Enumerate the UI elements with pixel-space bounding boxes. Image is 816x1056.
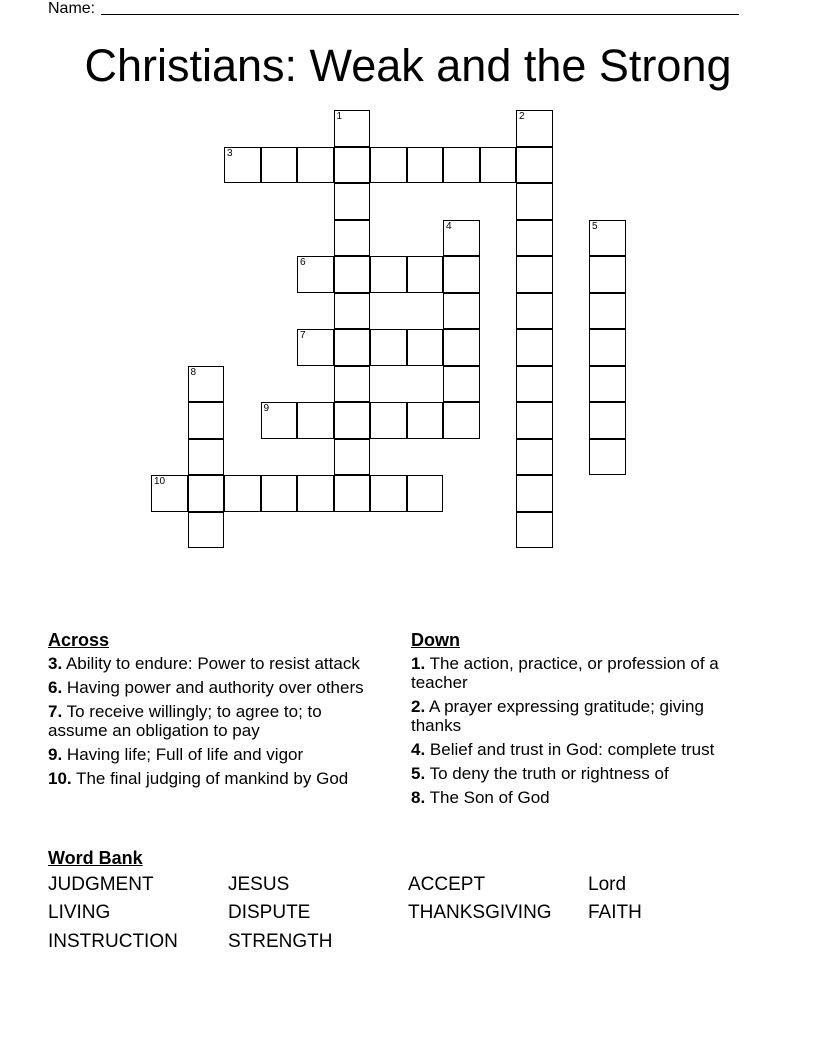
- crossword-cell[interactable]: [334, 147, 371, 184]
- clue-number: 4.: [411, 740, 426, 759]
- crossword-cell[interactable]: [516, 402, 553, 439]
- name-label: Name:: [48, 0, 96, 17]
- clue-number: 10.: [48, 769, 72, 788]
- crossword-cell[interactable]: [334, 366, 371, 403]
- crossword-cell[interactable]: [516, 147, 553, 184]
- crossword-cell[interactable]: [407, 256, 444, 293]
- clue-number: 3: [227, 147, 233, 159]
- crossword-cell[interactable]: [334, 110, 371, 147]
- crossword-cell[interactable]: [188, 475, 225, 512]
- crossword-cell[interactable]: [589, 293, 626, 330]
- crossword-cell[interactable]: [188, 366, 225, 403]
- crossword-cell[interactable]: [443, 256, 480, 293]
- crossword-cell[interactable]: [443, 366, 480, 403]
- crossword-cell[interactable]: [370, 475, 407, 512]
- crossword-cell[interactable]: [334, 220, 371, 257]
- clue-text: Ability to endure: Power to resist attack: [62, 654, 360, 673]
- down-clue: [411, 697, 741, 735]
- word-bank-word: FAITH: [588, 902, 642, 923]
- crossword-cell[interactable]: [443, 402, 480, 439]
- clue-number: 5: [592, 220, 598, 232]
- clue-text: The Son of God: [425, 788, 550, 807]
- clue-number: 2: [519, 111, 525, 122]
- crossword-cell[interactable]: [370, 147, 407, 184]
- word-bank-word: Lord: [588, 874, 627, 895]
- crossword-cell[interactable]: [261, 402, 298, 439]
- crossword-cell[interactable]: [334, 293, 371, 330]
- across-clue: [48, 702, 368, 740]
- crossword-cell[interactable]: [407, 402, 444, 439]
- clue-number: 10: [154, 476, 166, 487]
- crossword-cell[interactable]: [188, 439, 225, 476]
- crossword-cell[interactable]: [516, 512, 553, 549]
- clue-number: 3.: [48, 654, 63, 673]
- crossword-cell[interactable]: [516, 220, 553, 257]
- across-clue: [48, 745, 368, 764]
- crossword-cell[interactable]: [589, 439, 626, 476]
- clue-text: Having life; Full of life and vigor: [62, 745, 304, 764]
- across-clue: [48, 769, 368, 788]
- crossword-cell[interactable]: [516, 293, 553, 330]
- crossword-cell[interactable]: [261, 475, 298, 512]
- crossword-cell[interactable]: [516, 256, 553, 293]
- word-bank-word: ACCEPT: [408, 874, 486, 895]
- word-bank-word: INSTRUCTION: [48, 931, 178, 952]
- clue-text: The action, practice, or profession of a teacher: [411, 654, 719, 692]
- clue-number: 6.: [48, 678, 63, 697]
- word-bank-word: LIVING: [48, 902, 111, 923]
- across-clues: [48, 630, 368, 793]
- crossword-cell[interactable]: [480, 147, 517, 184]
- clue-text: To deny the truth or rightness of: [425, 764, 669, 783]
- crossword-cell[interactable]: [188, 402, 225, 439]
- crossword-cell[interactable]: [516, 439, 553, 476]
- crossword-cell[interactable]: [407, 329, 444, 366]
- word-bank-word: STRENGTH: [228, 931, 333, 952]
- page-title: Christians: Weak and the Strong: [84, 40, 732, 91]
- crossword-cell[interactable]: [224, 475, 261, 512]
- crossword-cell[interactable]: [261, 147, 298, 184]
- crossword-cell[interactable]: [188, 512, 225, 549]
- crossword-cell[interactable]: [443, 147, 480, 184]
- crossword-cell[interactable]: [516, 329, 553, 366]
- clue-text: To receive willingly; to agree to; to assume an obligation to pay: [48, 702, 322, 740]
- crossword-cell[interactable]: [297, 256, 334, 293]
- clue-number: 1: [336, 111, 343, 122]
- down-clue: [411, 654, 741, 692]
- crossword-cell[interactable]: [589, 329, 626, 366]
- word-bank-word: JUDGMENT: [48, 874, 154, 895]
- crossword-cell[interactable]: [334, 329, 371, 366]
- clue-number: 8: [190, 366, 197, 378]
- crossword-cell[interactable]: [224, 147, 261, 184]
- crossword-cell[interactable]: [334, 183, 371, 220]
- crossword-cell[interactable]: [516, 366, 553, 403]
- crossword-cell[interactable]: [297, 329, 334, 366]
- crossword-cell[interactable]: [516, 475, 553, 512]
- clue-number: 1.: [411, 654, 426, 673]
- down-heading: Down: [411, 630, 460, 650]
- crossword-cell[interactable]: [370, 256, 407, 293]
- clue-number: 4: [446, 220, 452, 232]
- clue-number: 9.: [48, 745, 63, 764]
- crossword-cell[interactable]: [589, 220, 626, 257]
- word-bank-word: DISPUTE: [228, 902, 311, 923]
- across-clue: [48, 678, 368, 697]
- clue-number: 6: [300, 257, 306, 268]
- crossword-cell[interactable]: [407, 147, 444, 184]
- crossword-cell[interactable]: [334, 402, 371, 439]
- crossword-cell[interactable]: [589, 256, 626, 293]
- crossword-cell[interactable]: [516, 183, 553, 220]
- crossword-cell[interactable]: [370, 329, 407, 366]
- across-heading: Across: [48, 630, 110, 650]
- clue-text: A prayer expressing gratitude; giving thanks: [411, 697, 704, 735]
- crossword-cell[interactable]: [443, 293, 480, 330]
- word-bank-word: THANKSGIVING: [408, 902, 552, 923]
- clue-number: 7.: [48, 702, 63, 721]
- clue-number: 2.: [411, 697, 426, 716]
- word-bank-heading: Word Bank: [48, 848, 143, 868]
- down-clue: [411, 740, 741, 759]
- crossword-cell[interactable]: [589, 366, 626, 403]
- across-clue: [48, 654, 368, 673]
- clue-text: Belief and trust in God: complete trust: [425, 740, 715, 759]
- clue-number: 8.: [411, 788, 426, 807]
- down-clues: [411, 630, 741, 812]
- crossword-cell[interactable]: [151, 475, 188, 512]
- crossword-cell[interactable]: [516, 110, 553, 147]
- down-clue: [411, 788, 741, 807]
- crossword-cell[interactable]: [443, 220, 480, 257]
- crossword-cell[interactable]: [334, 256, 371, 293]
- crossword-cell[interactable]: [370, 402, 407, 439]
- clue-number: 9: [263, 403, 270, 414]
- crossword-cell[interactable]: [297, 475, 334, 512]
- clue-text: The final judging of mankind by God: [71, 769, 349, 788]
- down-clue: [411, 764, 741, 783]
- crossword-cell[interactable]: [589, 402, 626, 439]
- crossword-cell[interactable]: [334, 439, 371, 476]
- crossword-cell[interactable]: [297, 147, 334, 184]
- clue-number: 5.: [411, 764, 426, 783]
- crossword-cell[interactable]: [334, 475, 371, 512]
- crossword-cell[interactable]: [443, 329, 480, 366]
- crossword-cell[interactable]: [297, 402, 334, 439]
- word-bank-word: JESUS: [228, 874, 290, 895]
- clue-text: Having power and authority over others: [62, 678, 364, 697]
- crossword-cell[interactable]: [407, 475, 444, 512]
- clue-number: 7: [300, 330, 306, 341]
